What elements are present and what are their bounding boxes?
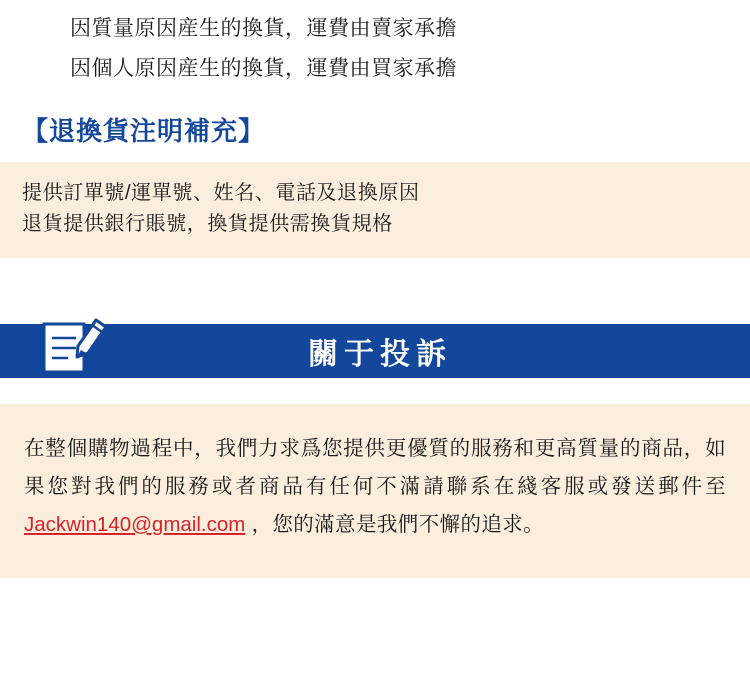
note-line: 退貨提供銀行賬號，換貨提供需換貨規格 — [22, 212, 393, 235]
complaint-banner — [0, 306, 750, 382]
complaint-text-part2: ，您的滿意是我們不懈的追求。 — [251, 512, 545, 536]
note-line: 提供訂單號/運單號、姓名、電話及退換原因 — [22, 181, 420, 204]
note-block — [0, 162, 750, 258]
pen-edit-icon — [34, 306, 110, 382]
top-notes-group — [0, 0, 750, 85]
banner-title: 關于投訴 — [308, 337, 452, 371]
complaint-paragraph — [24, 430, 726, 544]
banner-bar — [0, 324, 750, 378]
support-email-link[interactable]: Jackwin140@gmail.com — [24, 512, 246, 536]
complaint-text-part1: 在整個購物過程中，我們力求爲您提供更優質的服務和更高質量的商品，如果您對我們的服務或者商品有任何不滿請聯系在綫客服或發送郵件至 — [24, 436, 726, 498]
top-note-line: 因質量原因産生的換貨，運費由賣家承擔 — [70, 17, 457, 40]
complaint-block — [0, 404, 750, 578]
top-note-line: 因個人原因産生的換貨，運費由買家承擔 — [70, 57, 457, 81]
section-heading: 【退換貨注明補充】 — [22, 115, 266, 146]
